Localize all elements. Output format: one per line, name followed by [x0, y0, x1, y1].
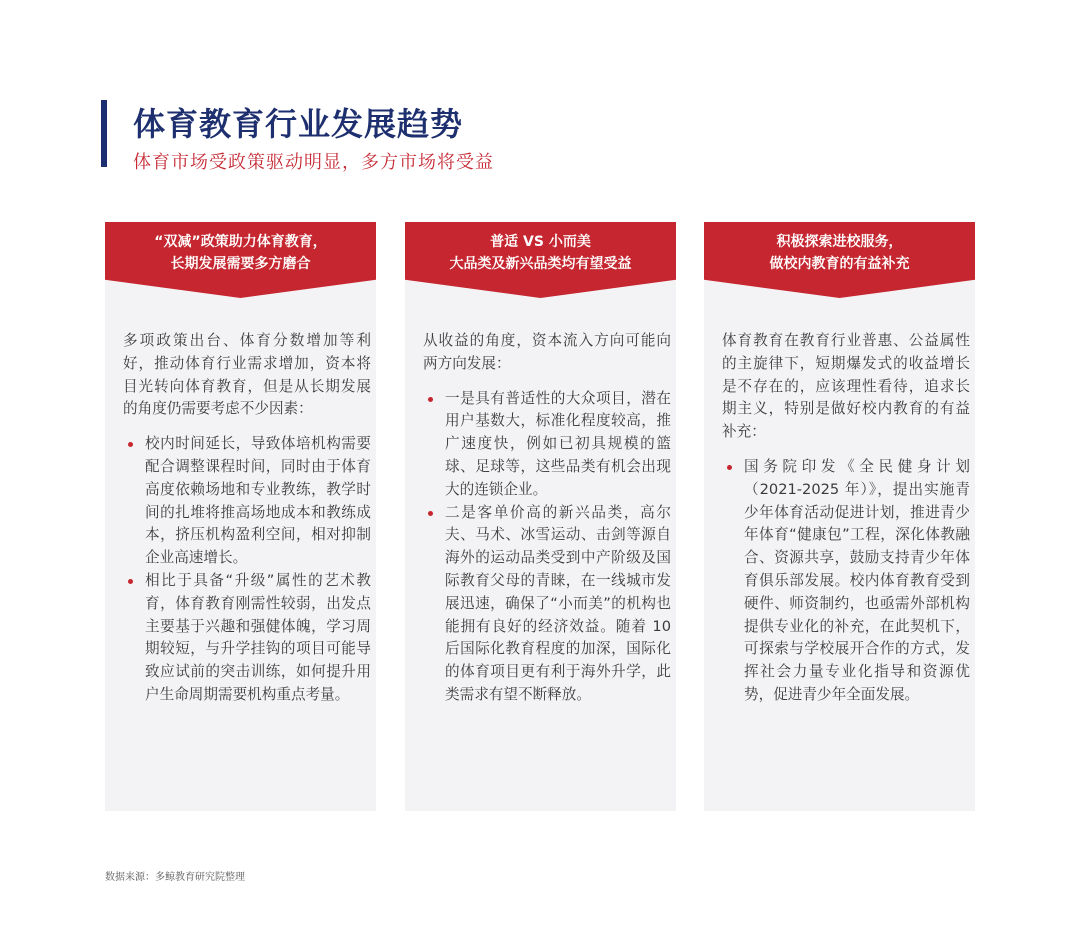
card-header-line: 做校内教育的有益补充 — [769, 256, 910, 272]
bullet-text: 二是客单价高的新兴品类，高尔夫、马术、冰雪运动、击剑等源自海外的运动品类受到中产阶级及国际教育父母的青睐，在一线城市发展迅速，确保了“小而美”的机构也能拥有良好的经济效益。随着 10 后国际化教育程度的加深，国际化的体育项目更有利于海外升学，此类需求有望不断释放。 — [445, 503, 671, 703]
card-header-title — [105, 231, 376, 275]
card-intro-text: 体育教育在教育行业普惠、公益属性的主旋律下，短期爆发式的收益增长是不存在的，应该理性看待，追求长期主义，特别是做好校内教育的有益补充： — [722, 332, 970, 441]
card-intro-text: 多项政策出台、体育分数增加等利好，推动体育行业需求增加，资本将目光转向体育教育，但是从长期发展的角度仍需要考虑不少因素： — [123, 332, 371, 418]
card-header-title — [704, 231, 975, 275]
bullet-dot-icon — [727, 465, 732, 470]
list-item — [123, 570, 371, 707]
list-item — [123, 433, 371, 570]
card-body — [722, 330, 970, 707]
card-header-line: “双减”政策助力体育教育， — [154, 234, 327, 250]
card-body — [423, 330, 671, 707]
list-item — [722, 456, 970, 707]
card-header-line: 大品类及新兴品类均有望受益 — [449, 256, 632, 272]
page-title: 体育教育行业发展趋势 — [133, 105, 464, 143]
card-header-line: 积极探索进校服务， — [776, 234, 903, 250]
list-item — [423, 502, 671, 707]
bullet-dot-icon — [428, 397, 433, 402]
bullet-text: 相比于具备“升级”属性的艺术教育，体育教育刚需性较弱，出发点主要基于兴趣和强健体魄，学习周期较短，与升学挂钩的项目可能导致应试前的突击训练，如何提升用户生命周期需要机构重点考量。 — [145, 571, 371, 703]
card-header-line: 长期发展需要多方磨合 — [170, 256, 311, 272]
bullet-text: 国务院印发《全民健身计划（2021-2025 年）》，提出实施青少年体育活动促进计划，推进青少年体育“健康包”工程，深化体教融合、资源共享，鼓励支持青少年体育俱乐部发展。校内体育教育受到硬件、师资制约，也亟需外部机构提供专业化的补充，在此契机下，可探索与学校展开合作的方式，发挥社会力量专业化指导和资源优势，促进青少年全面发展。 — [744, 457, 970, 703]
bullet-text: 校内时间延长，导致体培机构需要配合调整课程时间，同时由于体育高度依赖场地和专业教练，教学时间的扎堆将推高场地成本和教练成本，挤压机构盈利空间，相对抑制企业高速增长。 — [145, 435, 371, 567]
card-header-line: 普适 VS 小而美 — [490, 234, 591, 250]
bullet-dot-icon — [128, 579, 133, 584]
card-intro-text: 从收益的角度，资本流入方向可能向两方向发展： — [423, 332, 671, 372]
card-body — [123, 330, 371, 707]
bullet-dot-icon — [428, 511, 433, 516]
title-accent-bar — [101, 100, 107, 167]
bullet-text: 一是具有普适性的大众项目，潜在用户基数大，标准化程度较高，推广速度快，例如已初具规模的篮球、足球等，这些品类有机会出现大的连锁企业。 — [445, 389, 671, 498]
card-header-title — [405, 231, 676, 275]
trend-card-policy — [105, 222, 376, 811]
trend-card-school-service — [704, 222, 975, 811]
list-item — [423, 388, 671, 502]
data-source-note: 数据来源：多鲸教育研究院整理 — [105, 872, 245, 883]
trend-card-categories — [405, 222, 676, 811]
page-subtitle: 体育市场受政策驱动明显，多方市场将受益 — [133, 152, 494, 173]
bullet-dot-icon — [128, 442, 133, 447]
